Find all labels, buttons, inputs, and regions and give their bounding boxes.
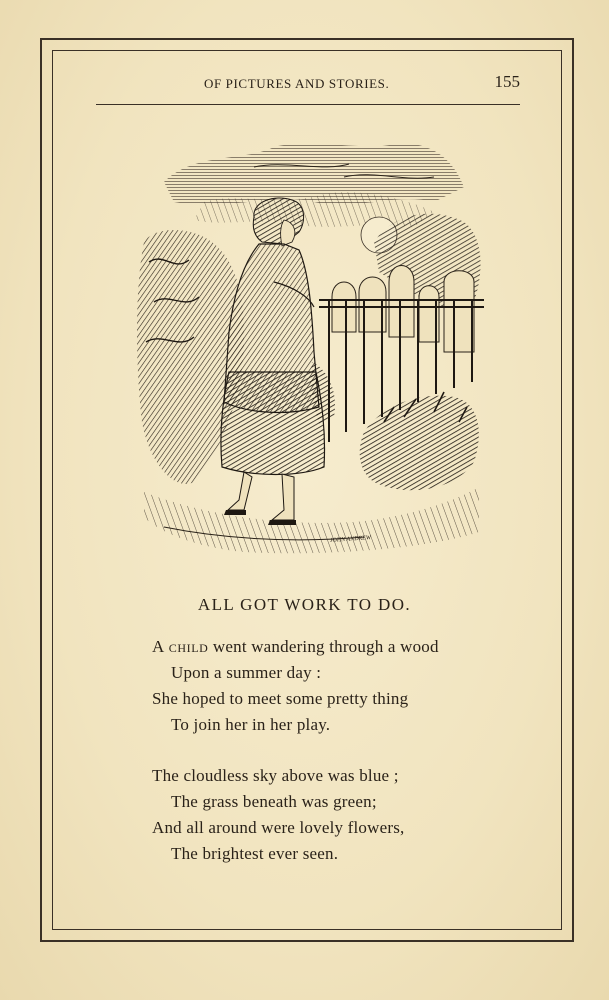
engraving-illustration — [134, 132, 492, 562]
poem-line: She hoped to meet some pretty thing — [152, 689, 409, 708]
line-text: went wandering through a wood — [208, 637, 439, 656]
poem-line: The grass beneath was green; — [171, 792, 377, 811]
running-title: OF PICTURES AND STORIES. — [204, 76, 390, 91]
poem-line: Upon a summer day : — [171, 663, 322, 682]
poem-line: To join her in her play. — [171, 715, 331, 734]
engraver-signature: JOHN ANDREW — [329, 535, 372, 544]
header-rule — [96, 104, 520, 105]
poem-line: The cloudless sky above was blue ; — [152, 766, 399, 785]
poem-line: The brightest ever seen. — [171, 844, 339, 863]
gravestones — [332, 266, 474, 353]
clouds — [164, 143, 464, 227]
poem-line — [152, 637, 439, 657]
poem-line: And all around were lovely flowers, — [152, 818, 405, 837]
poem-title: ALL GOT WORK TO DO. — [197, 595, 412, 614]
page-number: 155 — [494, 72, 520, 91]
small-caps-word: A child — [152, 637, 209, 656]
running-head — [96, 72, 520, 96]
ground — [144, 487, 479, 553]
bush-right — [360, 396, 479, 490]
girl-figure — [221, 198, 335, 525]
